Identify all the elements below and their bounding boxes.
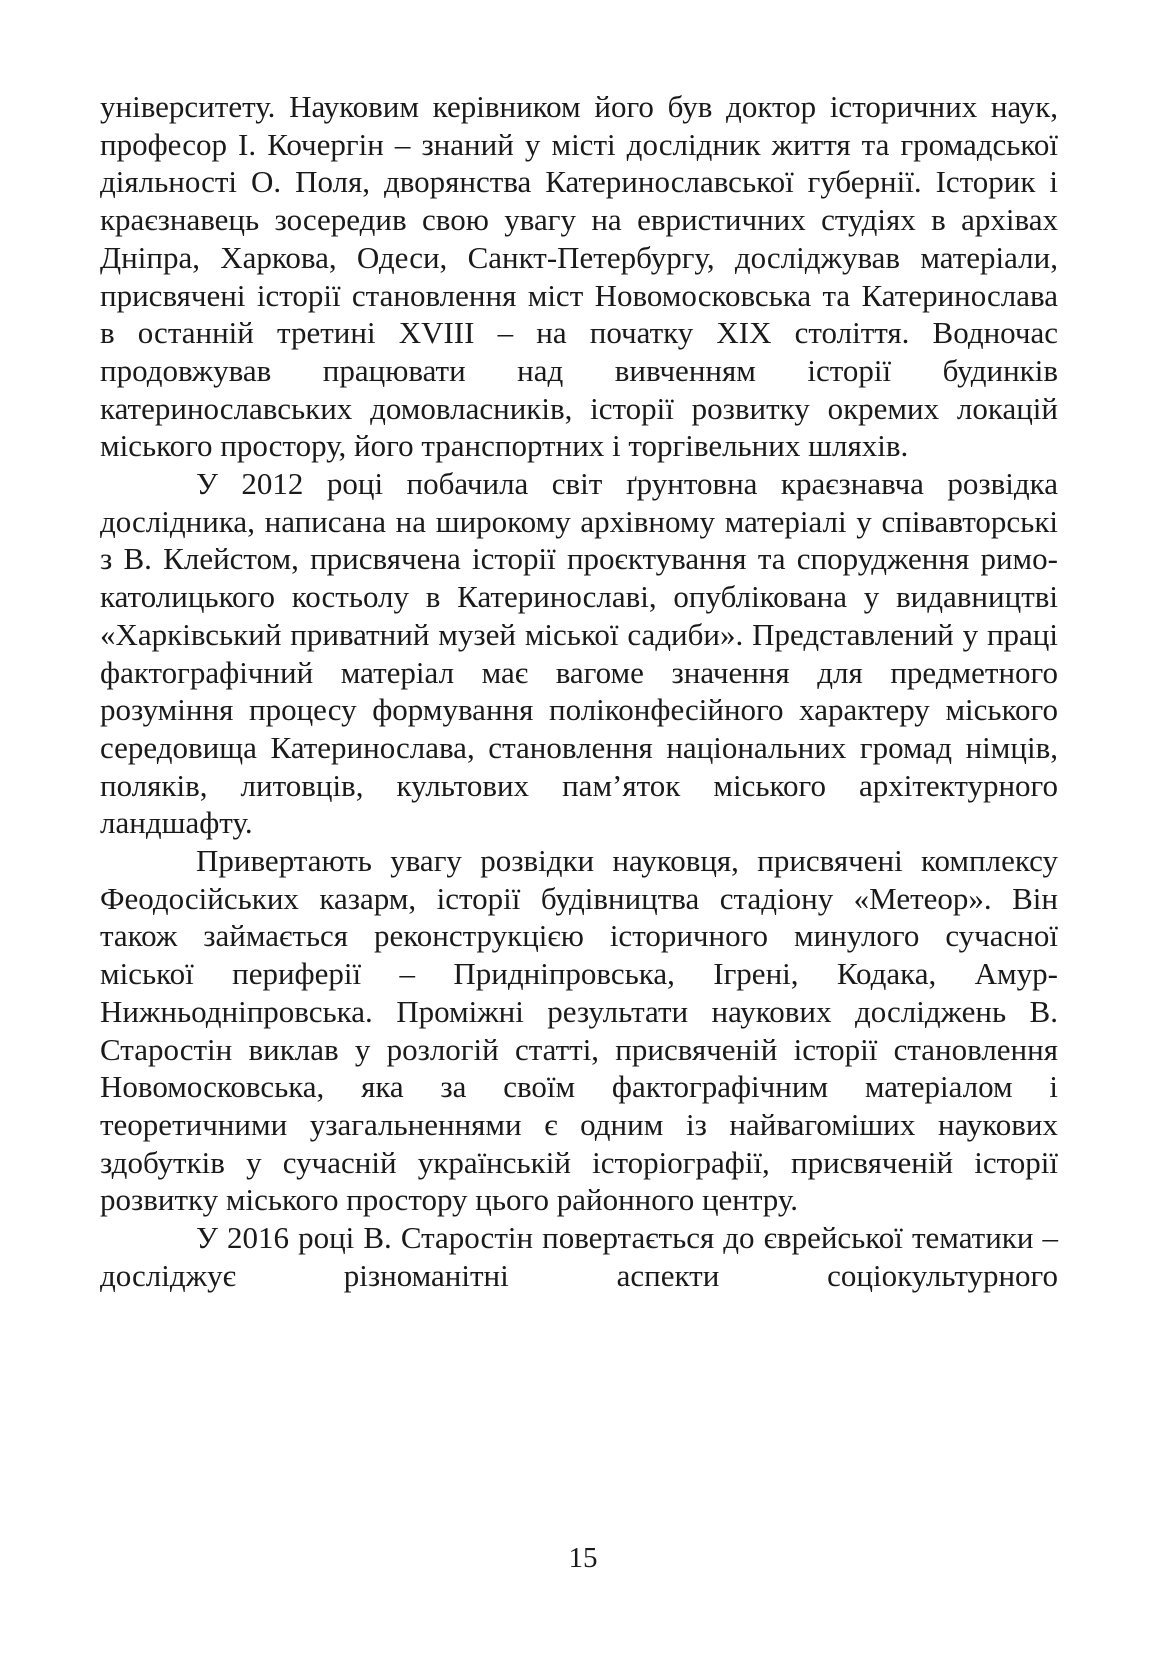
- paragraph-1: університету. Науковим керівником його був доктор історичних наук, професор І. Кочергін – знаний у місті дослідник життя та громадської діяльності О. Поля, дворянства Катеринославської губернії. Історик і краєзнавець зосередив свою увагу на евристичних студіях в архівах Дніпра, Харкова, Одеси, Санкт-Петербургу, досліджував матеріали, присвячені історії становлення міст Новомосковська та Катеринослава в останній третині XVIII – на початку XIX століття. Водночас продовжував працювати над вивченням історії будинків катеринославських домовласників, історії розвитку окремих локацій міського простору, його транспортних і торгівельних шляхів.: [100, 89, 1058, 464]
- paragraph-4: У 2016 році В. Старостін повертається до єврейської тематики – досліджує різноманітні аспекти соціокультурного: [100, 1220, 1058, 1293]
- page-number: 15: [568, 1542, 598, 1574]
- paragraph-2: У 2012 році побачила світ ґрунтовна краєзнавча розвідка дослідника, написана на широкому архівному матеріалі у співавторські з В. Клейстом, присвячена історії проєктування та спорудження римо-католицького костьолу в Катеринославі, опублікована у видавництві «Харківський приватний музей міської садиби». Представлений у праці фактографічний матеріал має вагоме значення для предметного розуміння процесу формування поліконфесійного характеру міського середовища Катеринослава, становлення національних громад німців, поляків, литовців, культових пам’яток міського архітектурного ландшафту.: [100, 466, 1058, 841]
- paragraph-3: Привертають увагу розвідки науковця, присвячені комплексу Феодосійських казарм, історії будівництва стадіону «Метеор». Він також займається реконструкцією історичного минулого сучасної міської периферії – Придніпровська, Ігрені, Кодака, Амур-Нижньодніпровська. Проміжні результати наукових досліджень В. Старостін виклав у розлогій статті, присвяченій історії становлення Новомосковська, яка за своїм фактографічним матеріалом і теоретичними узагальненнями є одним із найвагоміших наукових здобутків у сучасній українській історіографії, присвяченій історії розвитку міського простору цього районного центру.: [100, 843, 1058, 1218]
- text-body: [100, 88, 1058, 1295]
